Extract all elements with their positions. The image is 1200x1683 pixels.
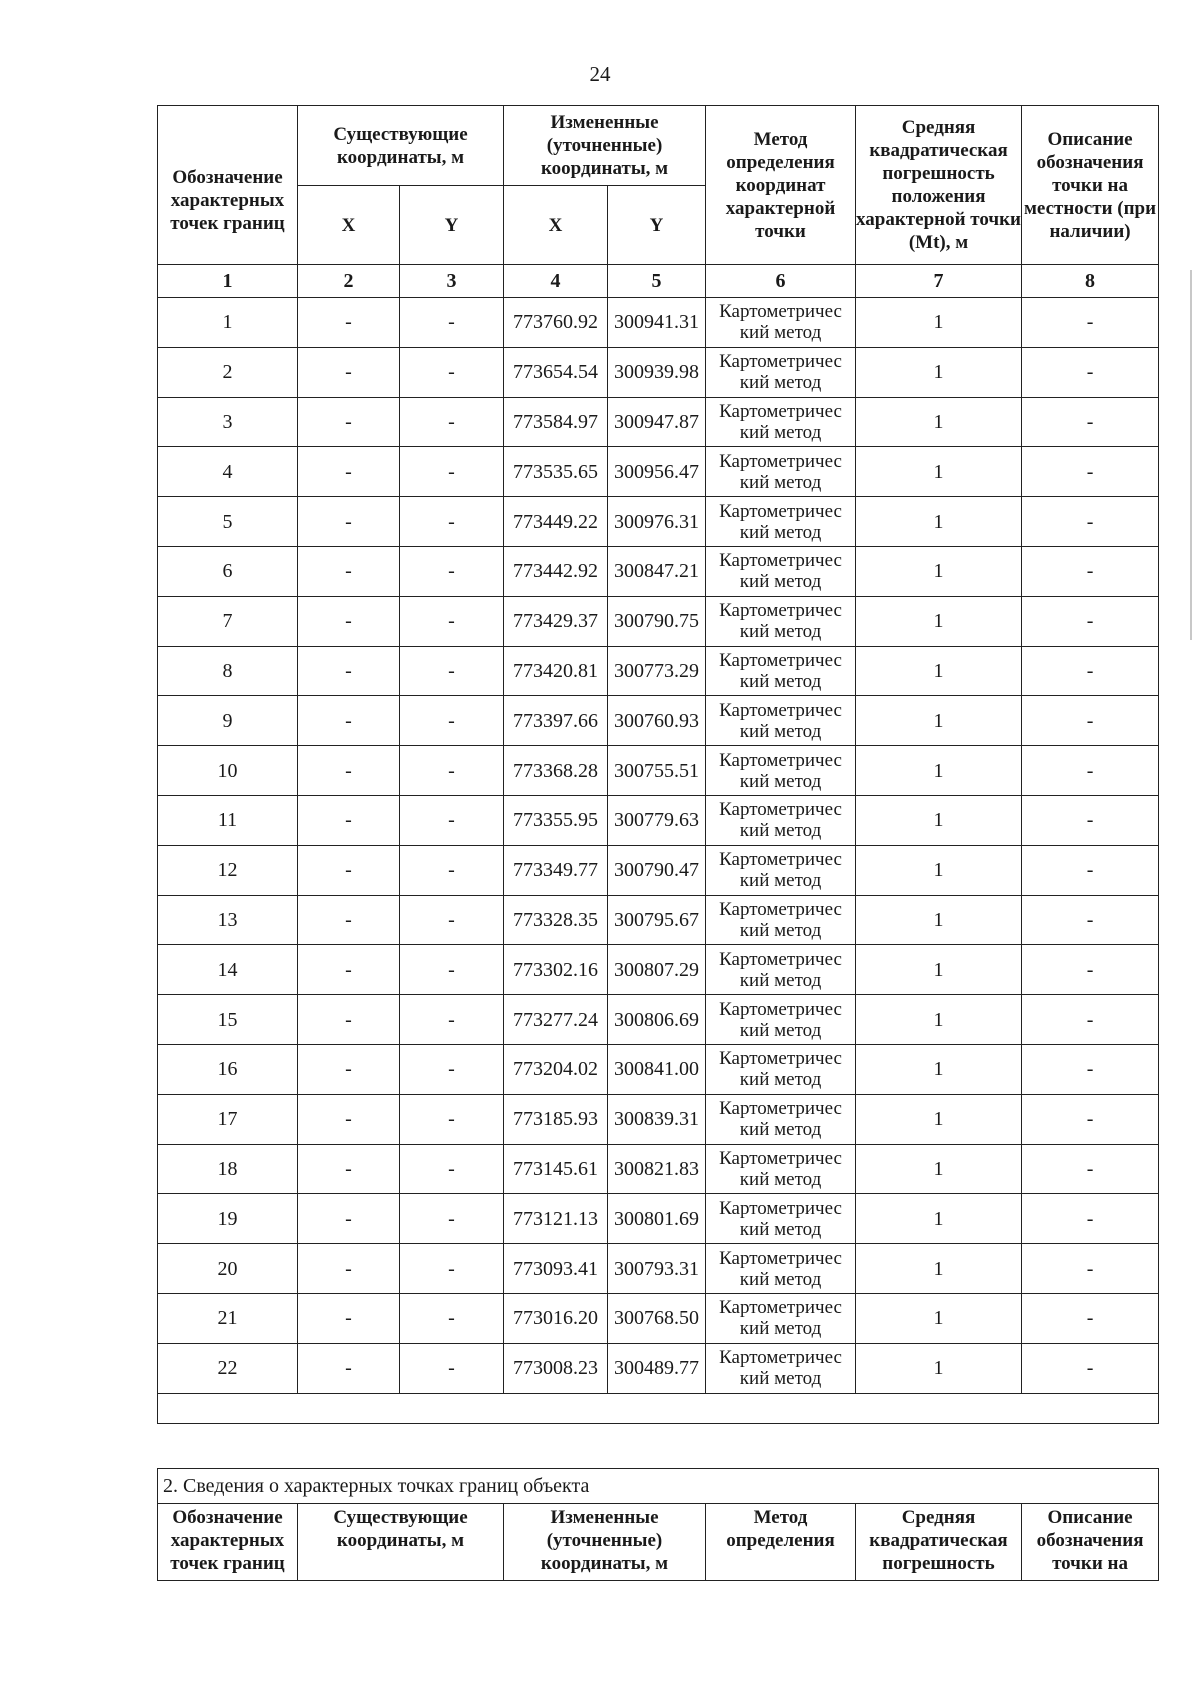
header-point-designation: Обозначение характерных точек границ: [158, 106, 298, 265]
table-row: [158, 596, 1159, 646]
existing-x-cell: -: [298, 945, 400, 995]
existing-y-cell: -: [400, 746, 504, 796]
description-cell: -: [1022, 347, 1159, 397]
method-cell: Картометричес кий метод: [706, 646, 856, 696]
y-coordinate-cell: 300941.31: [608, 298, 706, 348]
scan-edge-line: [1190, 270, 1192, 640]
description-cell: -: [1022, 746, 1159, 796]
point-cell: 12: [158, 845, 298, 895]
existing-x-cell: -: [298, 1244, 400, 1294]
existing-x-cell: -: [298, 1343, 400, 1393]
point-cell: 22: [158, 1343, 298, 1393]
description-cell: -: [1022, 397, 1159, 447]
table-row: [158, 1144, 1159, 1194]
x-coordinate-cell: 773302.16: [504, 945, 608, 995]
existing-y-cell: -: [400, 1194, 504, 1244]
existing-y-cell: -: [400, 497, 504, 547]
mean-error-cell: 1: [856, 1044, 1022, 1094]
x-coordinate-cell: 773204.02: [504, 1044, 608, 1094]
description-cell: -: [1022, 1343, 1159, 1393]
mean-error-cell: 1: [856, 397, 1022, 447]
table-row: [158, 298, 1159, 348]
point-cell: 20: [158, 1244, 298, 1294]
description-cell: -: [1022, 447, 1159, 497]
point-cell: 9: [158, 696, 298, 746]
y-coordinate-cell: 300790.47: [608, 845, 706, 895]
point-cell: 16: [158, 1044, 298, 1094]
mean-error-cell: 1: [856, 298, 1022, 348]
description-cell: -: [1022, 845, 1159, 895]
method-cell: Картометричес кий метод: [706, 1244, 856, 1294]
existing-y-cell: -: [400, 1244, 504, 1294]
description-cell: -: [1022, 546, 1159, 596]
method-cell: Картометричес кий метод: [706, 1044, 856, 1094]
existing-x-cell: -: [298, 995, 400, 1045]
table-row: [158, 895, 1159, 945]
method-cell: Картометричес кий метод: [706, 497, 856, 547]
existing-y-cell: -: [400, 1044, 504, 1094]
method-cell: Картометричес кий метод: [706, 596, 856, 646]
x-coordinate-cell: 773349.77: [504, 845, 608, 895]
table-row: [158, 546, 1159, 596]
table-row: [158, 347, 1159, 397]
method-cell: Картометричес кий метод: [706, 1293, 856, 1343]
header-description: Описание обозначения точки на местности (при наличии): [1022, 106, 1159, 265]
point-cell: 2: [158, 347, 298, 397]
method-cell: Картометричес кий метод: [706, 298, 856, 348]
point-cell: 5: [158, 497, 298, 547]
description-cell: -: [1022, 995, 1159, 1045]
description-cell: -: [1022, 1044, 1159, 1094]
mean-error-cell: 1: [856, 1144, 1022, 1194]
column-number: 1: [158, 265, 298, 298]
description-cell: -: [1022, 795, 1159, 845]
x-coordinate-cell: 773535.65: [504, 447, 608, 497]
y-coordinate-cell: 300790.75: [608, 596, 706, 646]
y-coordinate-cell: 300755.51: [608, 746, 706, 796]
mean-error-cell: 1: [856, 347, 1022, 397]
existing-x-cell: -: [298, 696, 400, 746]
existing-x-cell: -: [298, 1293, 400, 1343]
method-cell: Картометричес кий метод: [706, 845, 856, 895]
mean-error-cell: 1: [856, 1343, 1022, 1393]
y-coordinate-cell: 300768.50: [608, 1293, 706, 1343]
column-number: 7: [856, 265, 1022, 298]
mean-error-cell: 1: [856, 945, 1022, 995]
existing-x-cell: -: [298, 397, 400, 447]
mean-error-cell: 1: [856, 795, 1022, 845]
existing-y-cell: -: [400, 646, 504, 696]
point-cell: 3: [158, 397, 298, 447]
method-cell: Картометричес кий метод: [706, 746, 856, 796]
header-changed-y: Y: [608, 186, 706, 265]
header-changed-coordinates: Измененные (уточненные) координаты, м: [504, 106, 706, 186]
x-coordinate-cell: 773008.23: [504, 1343, 608, 1393]
existing-x-cell: -: [298, 596, 400, 646]
x-coordinate-cell: 773145.61: [504, 1144, 608, 1194]
y-coordinate-cell: 300839.31: [608, 1094, 706, 1144]
column-number: 5: [608, 265, 706, 298]
section-2-table: [157, 1468, 1159, 1581]
existing-y-cell: -: [400, 447, 504, 497]
existing-y-cell: -: [400, 1343, 504, 1393]
existing-x-cell: -: [298, 895, 400, 945]
description-cell: -: [1022, 696, 1159, 746]
mean-error-cell: 1: [856, 546, 1022, 596]
method-cell: Картометричес кий метод: [706, 696, 856, 746]
table-row: [158, 646, 1159, 696]
x-coordinate-cell: 773368.28: [504, 746, 608, 796]
y-coordinate-cell: 300947.87: [608, 397, 706, 447]
x-coordinate-cell: 773429.37: [504, 596, 608, 646]
existing-x-cell: -: [298, 795, 400, 845]
method-cell: Картометричес кий метод: [706, 347, 856, 397]
point-cell: 8: [158, 646, 298, 696]
mean-error-cell: 1: [856, 596, 1022, 646]
method-cell: Картометричес кий метод: [706, 1194, 856, 1244]
description-cell: -: [1022, 895, 1159, 945]
table-row: [158, 995, 1159, 1045]
mean-error-cell: 1: [856, 1194, 1022, 1244]
mean-error-cell: 1: [856, 696, 1022, 746]
y-coordinate-cell: 300847.21: [608, 546, 706, 596]
table-row: [158, 945, 1159, 995]
point-cell: 17: [158, 1094, 298, 1144]
existing-x-cell: -: [298, 298, 400, 348]
page-number: 24: [589, 62, 611, 86]
description-cell: -: [1022, 497, 1159, 547]
method-cell: Картометричес кий метод: [706, 1144, 856, 1194]
table-row: [158, 447, 1159, 497]
description-cell: -: [1022, 646, 1159, 696]
point-cell: 15: [158, 995, 298, 1045]
header-existing-coordinates: Существующие координаты, м: [298, 106, 504, 186]
table-row: [158, 1194, 1159, 1244]
existing-y-cell: -: [400, 298, 504, 348]
header-description: Описание обозначения точки на: [1022, 1504, 1159, 1581]
y-coordinate-cell: 300976.31: [608, 497, 706, 547]
x-coordinate-cell: 773328.35: [504, 895, 608, 945]
header-method: Метод определения: [706, 1504, 856, 1581]
y-coordinate-cell: 300841.00: [608, 1044, 706, 1094]
point-cell: 4: [158, 447, 298, 497]
mean-error-cell: 1: [856, 447, 1022, 497]
mean-error-cell: 1: [856, 497, 1022, 547]
x-coordinate-cell: 773121.13: [504, 1194, 608, 1244]
mean-error-cell: 1: [856, 1094, 1022, 1144]
existing-y-cell: -: [400, 895, 504, 945]
mean-error-cell: 1: [856, 1293, 1022, 1343]
existing-y-cell: -: [400, 347, 504, 397]
header-point-designation: Обозначение характерных точек границ: [158, 1504, 298, 1581]
description-cell: -: [1022, 1094, 1159, 1144]
y-coordinate-cell: 300801.69: [608, 1194, 706, 1244]
mean-error-cell: 1: [856, 895, 1022, 945]
x-coordinate-cell: 773185.93: [504, 1094, 608, 1144]
table-row: [158, 1244, 1159, 1294]
section-2-title: 2. Сведения о характерных точках границ объекта: [158, 1469, 1159, 1504]
y-coordinate-cell: 300821.83: [608, 1144, 706, 1194]
point-cell: 13: [158, 895, 298, 945]
method-cell: Картометричес кий метод: [706, 447, 856, 497]
x-coordinate-cell: 773449.22: [504, 497, 608, 547]
point-cell: 6: [158, 546, 298, 596]
point-cell: 18: [158, 1144, 298, 1194]
y-coordinate-cell: 300807.29: [608, 945, 706, 995]
description-cell: -: [1022, 1244, 1159, 1294]
table-row: [158, 845, 1159, 895]
point-cell: 21: [158, 1293, 298, 1343]
header-mean-error: Средняя квадратическая погрешность положения характерной точки (Mt), м: [856, 106, 1022, 265]
mean-error-cell: 1: [856, 995, 1022, 1045]
point-cell: 11: [158, 795, 298, 845]
point-cell: 7: [158, 596, 298, 646]
description-cell: -: [1022, 298, 1159, 348]
table-row: [158, 696, 1159, 746]
header-mean-error: Средняя квадратическая погрешность: [856, 1504, 1022, 1581]
x-coordinate-cell: 773093.41: [504, 1244, 608, 1294]
existing-y-cell: -: [400, 795, 504, 845]
y-coordinate-cell: 300806.69: [608, 995, 706, 1045]
column-number: 3: [400, 265, 504, 298]
y-coordinate-cell: 300793.31: [608, 1244, 706, 1294]
y-coordinate-cell: 300956.47: [608, 447, 706, 497]
y-coordinate-cell: 300939.98: [608, 347, 706, 397]
description-cell: -: [1022, 1194, 1159, 1244]
description-cell: -: [1022, 596, 1159, 646]
method-cell: Картометричес кий метод: [706, 1094, 856, 1144]
y-coordinate-cell: 300779.63: [608, 795, 706, 845]
x-coordinate-cell: 773584.97: [504, 397, 608, 447]
method-cell: Картометричес кий метод: [706, 895, 856, 945]
x-coordinate-cell: 773397.66: [504, 696, 608, 746]
point-cell: 1: [158, 298, 298, 348]
method-cell: Картометричес кий метод: [706, 1343, 856, 1393]
y-coordinate-cell: 300773.29: [608, 646, 706, 696]
table-row: [158, 1343, 1159, 1393]
mean-error-cell: 1: [856, 1244, 1022, 1294]
existing-x-cell: -: [298, 1144, 400, 1194]
point-cell: 19: [158, 1194, 298, 1244]
header-changed-coordinates: Измененные (уточненные) координаты, м: [504, 1504, 706, 1581]
method-cell: Картометричес кий метод: [706, 945, 856, 995]
existing-y-cell: -: [400, 546, 504, 596]
boundary-points-table: [157, 105, 1159, 1424]
existing-y-cell: -: [400, 845, 504, 895]
existing-y-cell: -: [400, 995, 504, 1045]
x-coordinate-cell: 773442.92: [504, 546, 608, 596]
x-coordinate-cell: 773277.24: [504, 995, 608, 1045]
empty-cell: [158, 1393, 1159, 1423]
description-cell: -: [1022, 1144, 1159, 1194]
existing-y-cell: -: [400, 1293, 504, 1343]
method-cell: Картометричес кий метод: [706, 397, 856, 447]
existing-x-cell: -: [298, 646, 400, 696]
table-row: [158, 397, 1159, 447]
column-numbering-row: [158, 265, 1159, 298]
existing-y-cell: -: [400, 1144, 504, 1194]
x-coordinate-cell: 773355.95: [504, 795, 608, 845]
existing-y-cell: -: [400, 696, 504, 746]
table-row: [158, 1044, 1159, 1094]
x-coordinate-cell: 773420.81: [504, 646, 608, 696]
existing-x-cell: -: [298, 497, 400, 547]
y-coordinate-cell: 300760.93: [608, 696, 706, 746]
description-cell: -: [1022, 1293, 1159, 1343]
existing-y-cell: -: [400, 945, 504, 995]
x-coordinate-cell: 773760.92: [504, 298, 608, 348]
point-cell: 10: [158, 746, 298, 796]
description-cell: -: [1022, 945, 1159, 995]
empty-footer-row: [158, 1393, 1159, 1423]
y-coordinate-cell: 300795.67: [608, 895, 706, 945]
existing-y-cell: -: [400, 397, 504, 447]
section-2-header-row: [158, 1504, 1159, 1581]
x-coordinate-cell: 773016.20: [504, 1293, 608, 1343]
header-method: Метод определения координат характерной точки: [706, 106, 856, 265]
existing-x-cell: -: [298, 447, 400, 497]
table-row: [158, 746, 1159, 796]
existing-x-cell: -: [298, 1194, 400, 1244]
existing-x-cell: -: [298, 1044, 400, 1094]
column-number: 2: [298, 265, 400, 298]
existing-y-cell: -: [400, 596, 504, 646]
point-cell: 14: [158, 945, 298, 995]
header-changed-x: X: [504, 186, 608, 265]
column-number: 6: [706, 265, 856, 298]
table-row: [158, 1293, 1159, 1343]
x-coordinate-cell: 773654.54: [504, 347, 608, 397]
existing-x-cell: -: [298, 347, 400, 397]
existing-x-cell: -: [298, 1094, 400, 1144]
header-existing-y: Y: [400, 186, 504, 265]
table-header-row: [158, 106, 1159, 186]
mean-error-cell: 1: [856, 646, 1022, 696]
mean-error-cell: 1: [856, 845, 1022, 895]
method-cell: Картометричес кий метод: [706, 795, 856, 845]
header-existing-coordinates: Существующие координаты, м: [298, 1504, 504, 1581]
existing-x-cell: -: [298, 546, 400, 596]
mean-error-cell: 1: [856, 746, 1022, 796]
method-cell: Картометричес кий метод: [706, 546, 856, 596]
header-existing-x: X: [298, 186, 400, 265]
existing-x-cell: -: [298, 845, 400, 895]
table-row: [158, 497, 1159, 547]
table-row: [158, 795, 1159, 845]
existing-y-cell: -: [400, 1094, 504, 1144]
existing-x-cell: -: [298, 746, 400, 796]
method-cell: Картометричес кий метод: [706, 995, 856, 1045]
column-number: 4: [504, 265, 608, 298]
y-coordinate-cell: 300489.77: [608, 1343, 706, 1393]
column-number: 8: [1022, 265, 1159, 298]
table-row: [158, 1094, 1159, 1144]
